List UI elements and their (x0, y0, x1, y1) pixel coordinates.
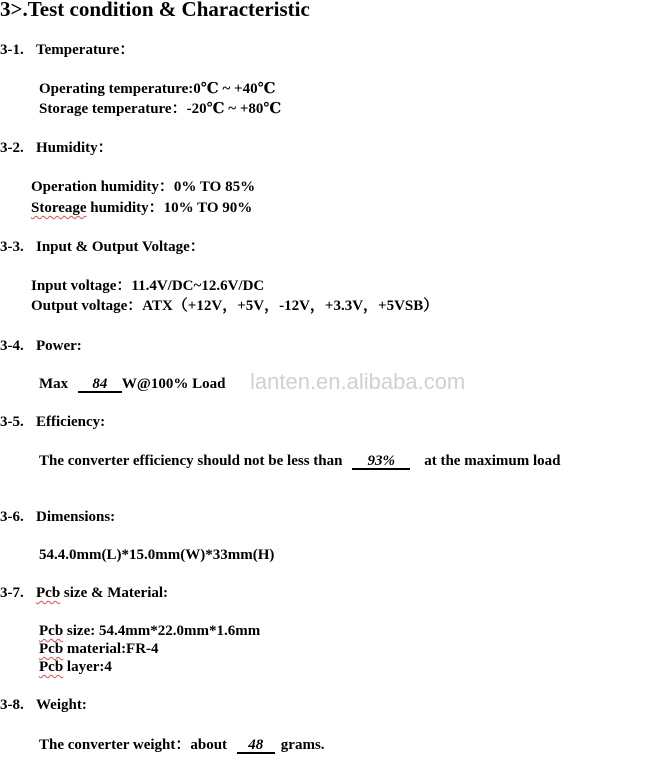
section-number: 3-3. (0, 239, 24, 255)
spellcheck-word: Storeage (31, 200, 87, 216)
section-number: 3-7. (0, 585, 24, 601)
page-title: 3>.Test condition & Characteristic (0, 0, 310, 21)
storage-humidity (31, 199, 252, 217)
section-heading-pcb (0, 584, 168, 602)
pcb-size-value: size: 54.4mm*22.0mm*1.6mm (63, 623, 261, 639)
spellcheck-word: Pcb (39, 641, 64, 657)
efficiency-line (39, 452, 560, 470)
dimensions-value: 54.4.0mm(L)*15.0mm(W)*33mm(H) (39, 547, 275, 563)
section-number: 3-2. (0, 140, 24, 156)
pcb-layer-value: layer:4 (63, 659, 112, 675)
pcb-size (39, 622, 260, 640)
pcb-material-value: material:FR-4 (63, 641, 159, 657)
storage-humidity-value: humidity：10% TO 90% (86, 200, 253, 216)
weight-prefix: The converter weight：about (39, 737, 228, 753)
storage-temperature: Storage temperature：-20℃ ~ +80℃ (39, 101, 282, 117)
section-title: Input & Output Voltage： (36, 239, 205, 255)
weight-line (39, 736, 325, 754)
power-suffix: W@100% Load (121, 376, 226, 392)
power-value: 84 (78, 377, 122, 393)
spellcheck-word: Pcb (39, 623, 64, 639)
section-number: 3-6. (0, 509, 24, 525)
section-title: Efficiency: (36, 414, 106, 430)
pcb-layer (39, 658, 112, 676)
section-number: 3-5. (0, 414, 24, 430)
section-heading-efficiency (0, 413, 105, 431)
section-heading-voltage (0, 238, 205, 256)
section-title: Power: (36, 338, 82, 354)
section-number: 3-8. (0, 697, 24, 713)
section-heading-humidity (0, 139, 113, 157)
efficiency-prefix: The converter efficiency should not be less than (39, 453, 343, 469)
input-voltage: Input voltage：11.4V/DC~12.6V/DC (31, 278, 265, 294)
section-heading-weight (0, 696, 87, 714)
section-heading-power (0, 337, 82, 355)
section-title: size & Material: (60, 585, 169, 601)
output-voltage: Output voltage：ATX（+12V，+5V，-12V，+3.3V，+5VSB） (31, 298, 439, 314)
section-title: Humidity： (36, 140, 113, 156)
section-number: 3-4. (0, 338, 24, 354)
spellcheck-word: Pcb (36, 585, 61, 601)
watermark: lanten.en.alibaba.com (250, 369, 466, 394)
operating-temperature: Operating temperature:0℃ ~ +40℃ (39, 81, 276, 97)
weight-suffix: grams. (280, 737, 325, 753)
power-line (39, 375, 225, 393)
pcb-material (39, 640, 159, 658)
operation-humidity: Operation humidity：0% TO 85% (31, 179, 256, 195)
section-title: Dimensions: (36, 509, 116, 525)
power-prefix: Max (39, 376, 69, 392)
section-title: Temperature： (36, 42, 135, 58)
section-heading-temperature (0, 41, 134, 59)
section-number: 3-1. (0, 42, 24, 58)
spellcheck-word: Pcb (39, 659, 64, 675)
efficiency-suffix: at the maximum load (424, 453, 561, 469)
section-heading-dimensions (0, 508, 115, 526)
efficiency-value: 93% (352, 454, 410, 470)
weight-value: 48 (237, 738, 275, 754)
section-title: Weight: (36, 697, 87, 713)
